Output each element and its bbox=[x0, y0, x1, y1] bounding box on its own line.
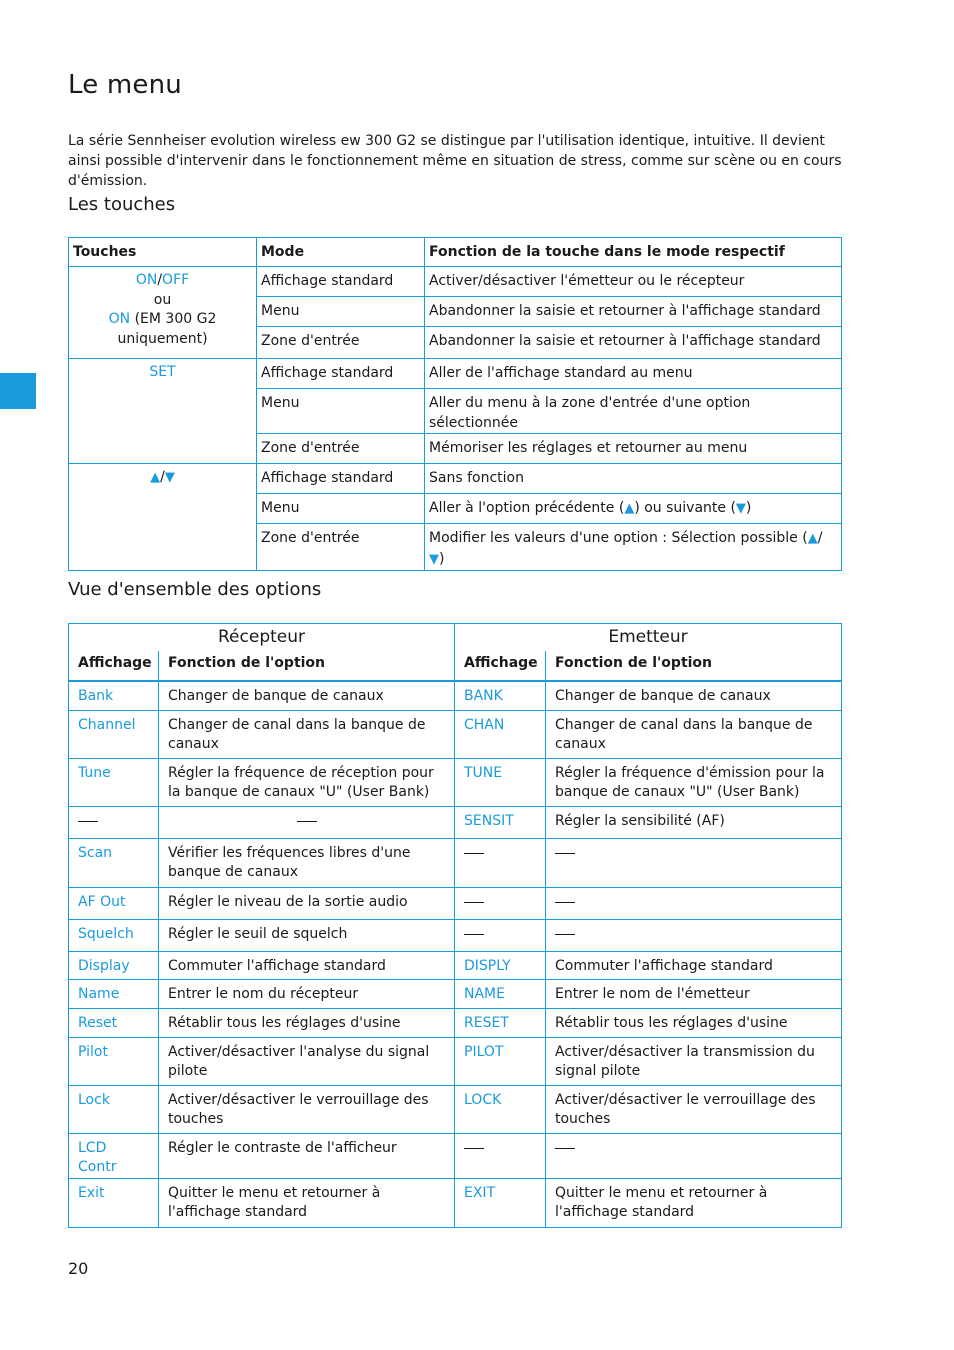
not-applicable-dash bbox=[297, 821, 317, 822]
transmitter-option-name bbox=[455, 838, 546, 887]
receiver-option-function: Régler le niveau de la sortie audio bbox=[159, 887, 455, 919]
table-row bbox=[69, 1037, 842, 1085]
page-title: Le menu bbox=[68, 70, 182, 100]
key-onoff bbox=[69, 267, 257, 359]
table-row bbox=[69, 758, 842, 806]
transmitter-option-function: Changer de banque de canaux bbox=[546, 681, 842, 710]
arrow-down-icon: ▼ bbox=[735, 501, 746, 516]
options-table-body bbox=[69, 681, 842, 1227]
not-applicable-dash bbox=[555, 853, 575, 854]
receiver-option-function: Commuter l'affichage standard bbox=[159, 951, 455, 979]
table-row bbox=[69, 951, 842, 979]
mode-cell: Menu bbox=[257, 389, 425, 434]
col-header-touches: Touches bbox=[69, 238, 257, 267]
receiver-option-name: Display bbox=[69, 951, 159, 979]
function-cell bbox=[425, 494, 842, 524]
mode-cell: Zone d'entrée bbox=[257, 327, 425, 359]
function-cell: Mémoriser les réglages et retourner au menu bbox=[425, 434, 842, 464]
receiver-option-name: Reset bbox=[69, 1008, 159, 1037]
receiver-option-function: Rétablir tous les réglages d'usine bbox=[159, 1008, 455, 1037]
transmitter-option-name: TUNE bbox=[455, 758, 546, 806]
receiver-option-function bbox=[159, 806, 455, 838]
receiver-option-function: Régler la fréquence de réception pour la banque de canaux "U" (User Bank) bbox=[159, 758, 455, 806]
function-cell: Abandonner la saisie et retourner à l'affichage standard bbox=[425, 327, 842, 359]
transmitter-option-function bbox=[546, 919, 842, 951]
arrow-down-icon: ▼ bbox=[429, 552, 439, 567]
transmitter-option-function: Régler la sensibilité (AF) bbox=[546, 806, 842, 838]
receiver-option-name bbox=[69, 806, 159, 838]
key-or-label: ou bbox=[153, 291, 172, 308]
function-cell bbox=[425, 524, 842, 571]
key-set-label: SET bbox=[149, 364, 176, 380]
table-row bbox=[69, 359, 842, 389]
table-row bbox=[69, 464, 842, 494]
transmitter-option-function: Activer/désactiver la transmission du signal pilote bbox=[546, 1037, 842, 1085]
receiver-option-name: Channel bbox=[69, 710, 159, 758]
not-applicable-dash bbox=[464, 934, 484, 935]
key-arrows bbox=[69, 464, 257, 571]
key-on-label: ON bbox=[135, 272, 158, 288]
transmitter-option-name bbox=[455, 887, 546, 919]
receiver-option-name: AF Out bbox=[69, 887, 159, 919]
table-row bbox=[69, 806, 842, 838]
function-cell: Aller du menu à la zone d'entrée d'une option sélectionnée bbox=[425, 389, 842, 434]
transmitter-option-name: SENSIT bbox=[455, 806, 546, 838]
table-row bbox=[69, 1178, 842, 1227]
table-row bbox=[69, 681, 842, 710]
receiver-title: Récepteur bbox=[69, 624, 455, 652]
receiver-option-name: LCD Contr bbox=[69, 1133, 159, 1178]
transmitter-option-function: Régler la fréquence d'émission pour la banque de canaux "U" (User Bank) bbox=[546, 758, 842, 806]
chapter-tab-marker bbox=[0, 373, 36, 409]
page-number: 20 bbox=[68, 1259, 89, 1278]
transmitter-title: Emetteur bbox=[455, 624, 842, 652]
table-row bbox=[69, 267, 842, 297]
col-header-fonction: Fonction de l'option bbox=[159, 651, 455, 681]
key-on-label: ON bbox=[108, 311, 131, 327]
transmitter-option-name bbox=[455, 1133, 546, 1178]
table-row bbox=[69, 887, 842, 919]
not-applicable-dash bbox=[464, 902, 484, 903]
function-text: / bbox=[817, 530, 823, 546]
arrow-up-icon: ▲ bbox=[807, 531, 818, 546]
receiver-option-function: Régler le seuil de squelch bbox=[159, 919, 455, 951]
table-row bbox=[69, 1133, 842, 1178]
not-applicable-dash bbox=[78, 821, 98, 822]
receiver-option-name: Tune bbox=[69, 758, 159, 806]
transmitter-option-function: Changer de canal dans la banque de canaux bbox=[546, 710, 842, 758]
transmitter-option-name: EXIT bbox=[455, 1178, 546, 1227]
transmitter-option-function: Entrer le nom de l'émetteur bbox=[546, 979, 842, 1008]
mode-cell: Zone d'entrée bbox=[257, 434, 425, 464]
table-row bbox=[69, 979, 842, 1008]
section-heading-options: Vue d'ensemble des options bbox=[68, 579, 322, 600]
function-text: ) bbox=[439, 551, 445, 567]
arrow-up-icon: ▲ bbox=[150, 470, 161, 485]
table-header-row bbox=[69, 651, 842, 681]
not-applicable-dash bbox=[464, 1148, 484, 1149]
arrow-down-icon: ▼ bbox=[164, 470, 175, 485]
table-row bbox=[69, 710, 842, 758]
transmitter-option-name: PILOT bbox=[455, 1037, 546, 1085]
receiver-option-name: Pilot bbox=[69, 1037, 159, 1085]
table-row bbox=[69, 1008, 842, 1037]
table-row bbox=[69, 838, 842, 887]
receiver-option-function: Quitter le menu et retourner à l'affichage standard bbox=[159, 1178, 455, 1227]
col-header-affichage: Affichage bbox=[69, 651, 159, 681]
transmitter-option-function bbox=[546, 887, 842, 919]
group-header-row bbox=[69, 624, 842, 652]
transmitter-option-name: DISPLY bbox=[455, 951, 546, 979]
function-cell: Abandonner la saisie et retourner à l'affichage standard bbox=[425, 297, 842, 327]
table-row bbox=[69, 1085, 842, 1133]
table-header-row bbox=[69, 238, 842, 267]
receiver-option-function: Activer/désactiver l'analyse du signal pilote bbox=[159, 1037, 455, 1085]
receiver-option-name: Scan bbox=[69, 838, 159, 887]
transmitter-option-function: Activer/désactiver le verrouillage des touches bbox=[546, 1085, 842, 1133]
key-separator: / bbox=[157, 272, 163, 288]
receiver-option-name: Lock bbox=[69, 1085, 159, 1133]
col-header-affichage: Affichage bbox=[455, 651, 546, 681]
col-header-mode: Mode bbox=[257, 238, 425, 267]
receiver-option-name: Squelch bbox=[69, 919, 159, 951]
receiver-option-name: Bank bbox=[69, 681, 159, 710]
mode-cell: Affichage standard bbox=[257, 359, 425, 389]
col-header-fonction: Fonction de la touche dans le mode respectif bbox=[425, 238, 842, 267]
transmitter-option-name: RESET bbox=[455, 1008, 546, 1037]
keys-table bbox=[68, 237, 842, 571]
receiver-option-function: Changer de banque de canaux bbox=[159, 681, 455, 710]
receiver-option-function: Régler le contraste de l'afficheur bbox=[159, 1133, 455, 1178]
transmitter-option-name: NAME bbox=[455, 979, 546, 1008]
not-applicable-dash bbox=[555, 934, 575, 935]
mode-cell: Affichage standard bbox=[257, 267, 425, 297]
mode-cell: Zone d'entrée bbox=[257, 524, 425, 571]
transmitter-option-name bbox=[455, 919, 546, 951]
function-text: ) ou suivante ( bbox=[634, 500, 736, 516]
col-header-fonction: Fonction de l'option bbox=[546, 651, 842, 681]
table-row bbox=[69, 919, 842, 951]
key-set bbox=[69, 359, 257, 464]
function-cell: Aller de l'affichage standard au menu bbox=[425, 359, 842, 389]
receiver-option-function: Activer/désactiver le verrouillage des touches bbox=[159, 1085, 455, 1133]
intro-paragraph: La série Sennheiser evolution wireless ew 300 G2 se distingue par l'utilisation identique, intuitive. Il devient ainsi possible d'intervenir dans le fonctionnement même en situation de stress, comme sur scène ou en cours d'émission. bbox=[68, 133, 842, 189]
key-separator: / bbox=[160, 469, 165, 485]
transmitter-option-function bbox=[546, 838, 842, 887]
function-text: Aller à l'option précédente ( bbox=[429, 500, 625, 516]
transmitter-option-name: CHAN bbox=[455, 710, 546, 758]
transmitter-option-function: Rétablir tous les réglages d'usine bbox=[546, 1008, 842, 1037]
receiver-option-function: Vérifier les fréquences libres d'une banque de canaux bbox=[159, 838, 455, 887]
arrow-up-icon: ▲ bbox=[624, 501, 635, 516]
function-cell: Activer/désactiver l'émetteur ou le récepteur bbox=[425, 267, 842, 297]
not-applicable-dash bbox=[555, 1148, 575, 1149]
transmitter-option-function: Quitter le menu et retourner à l'affichage standard bbox=[546, 1178, 842, 1227]
key-off-label: OFF bbox=[162, 272, 190, 288]
mode-cell: Menu bbox=[257, 297, 425, 327]
mode-cell: Menu bbox=[257, 494, 425, 524]
receiver-option-function: Entrer le nom du récepteur bbox=[159, 979, 455, 1008]
function-text: Modifier les valeurs d'une option : Sélection possible ( bbox=[429, 530, 808, 546]
key-note: (EM 300 G2 uniquement) bbox=[117, 311, 217, 347]
transmitter-option-function: Commuter l'affichage standard bbox=[546, 951, 842, 979]
options-table bbox=[68, 623, 842, 1228]
not-applicable-dash bbox=[555, 902, 575, 903]
transmitter-option-name: LOCK bbox=[455, 1085, 546, 1133]
mode-cell: Affichage standard bbox=[257, 464, 425, 494]
transmitter-option-name: BANK bbox=[455, 681, 546, 710]
receiver-option-function: Changer de canal dans la banque de canaux bbox=[159, 710, 455, 758]
transmitter-option-function bbox=[546, 1133, 842, 1178]
receiver-option-name: Exit bbox=[69, 1178, 159, 1227]
function-text: ) bbox=[745, 500, 752, 516]
receiver-option-name: Name bbox=[69, 979, 159, 1008]
function-cell: Sans fonction bbox=[425, 464, 842, 494]
not-applicable-dash bbox=[464, 853, 484, 854]
section-heading-touches: Les touches bbox=[68, 194, 176, 215]
